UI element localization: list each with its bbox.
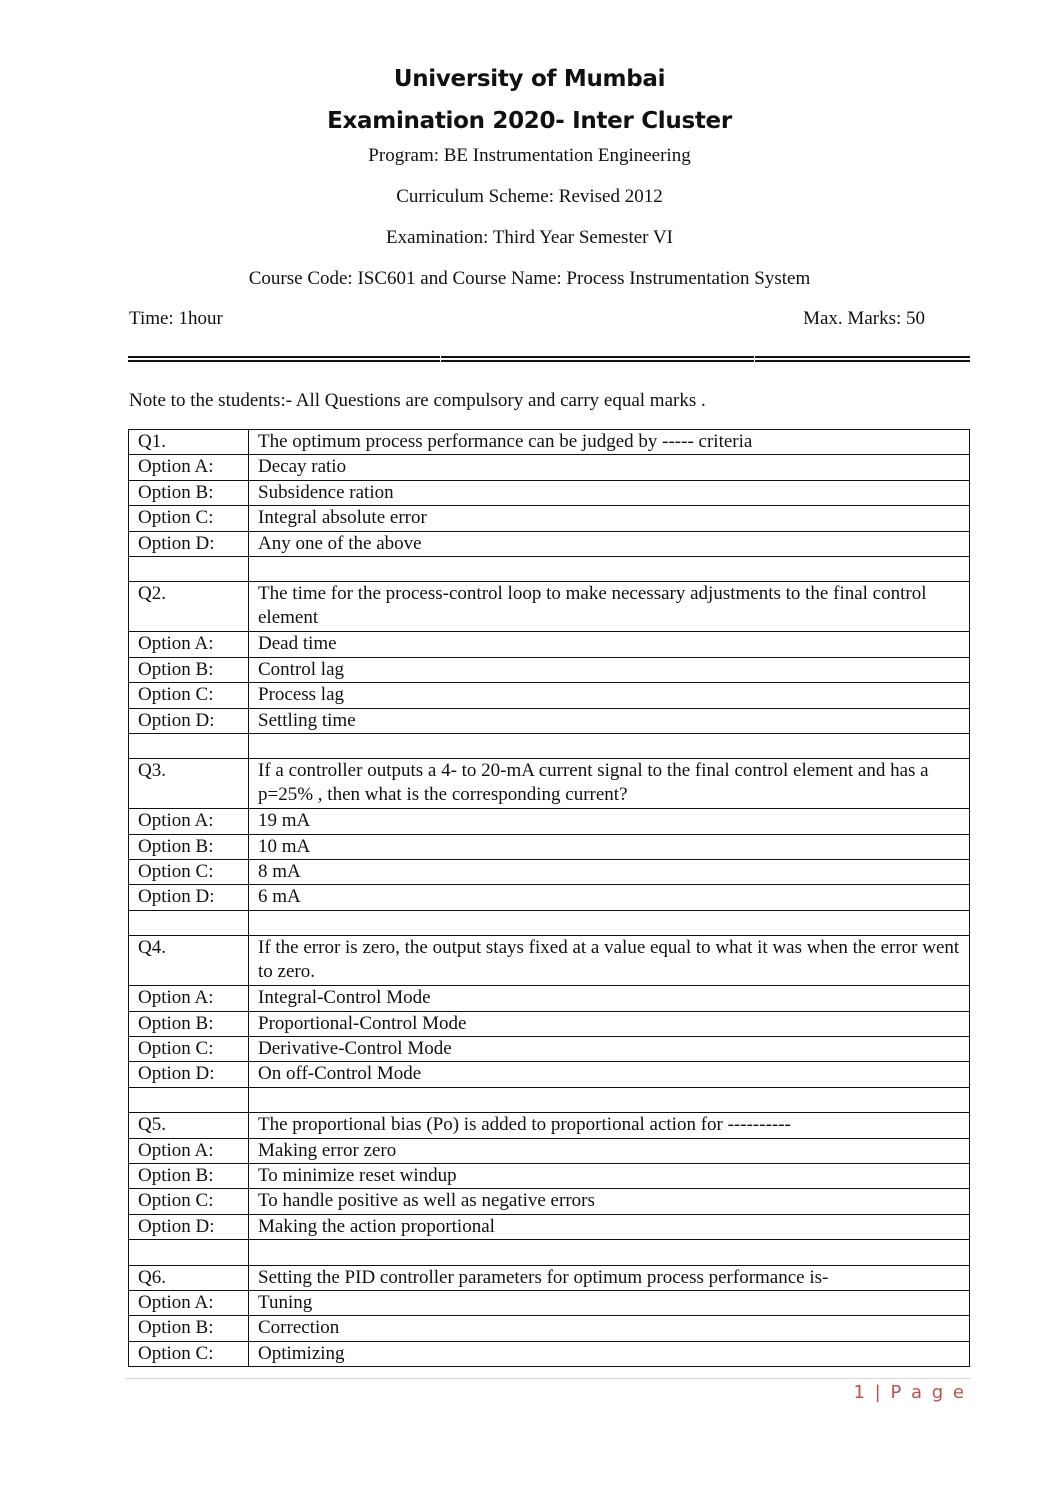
option-label: Option B: <box>129 1011 249 1036</box>
option-row <box>129 1163 970 1188</box>
double-rule-divider <box>128 356 970 362</box>
question-text: The time for the process-control loop to make necessary adjustments to the final control element <box>249 582 970 632</box>
option-row <box>129 531 970 556</box>
option-row <box>129 1062 970 1087</box>
option-text: Subsidence ration <box>249 480 970 505</box>
option-label <box>129 910 249 935</box>
spacer-row <box>129 556 970 581</box>
question-number: Q3. <box>129 759 249 809</box>
option-row <box>129 1341 970 1366</box>
question-number: Q4. <box>129 936 249 986</box>
option-label: Option D: <box>129 1214 249 1239</box>
option-text: Dead time <box>249 632 970 657</box>
option-label: Option C: <box>129 1341 249 1366</box>
option-text: To minimize reset windup <box>249 1163 970 1188</box>
option-row <box>129 1189 970 1214</box>
spacer-row <box>129 1240 970 1265</box>
option-label: Option A: <box>129 455 249 480</box>
option-label: Option C: <box>129 860 249 885</box>
spacer-row <box>129 1087 970 1112</box>
option-label: Option D: <box>129 708 249 733</box>
option-row <box>129 986 970 1011</box>
option-label <box>129 1240 249 1265</box>
question-row <box>129 582 970 632</box>
option-text: Derivative-Control Mode <box>249 1037 970 1062</box>
option-text: Optimizing <box>249 1341 970 1366</box>
option-text: Correction <box>249 1316 970 1341</box>
option-label: Option C: <box>129 1189 249 1214</box>
option-label: Option D: <box>129 1062 249 1087</box>
university-title: University of Mumbai <box>393 66 666 92</box>
option-label: Option C: <box>129 1037 249 1062</box>
option-row <box>129 1316 970 1341</box>
option-label: Option D: <box>129 885 249 910</box>
option-label: Option D: <box>129 531 249 556</box>
footer-divider <box>125 1378 971 1379</box>
question-row <box>129 1265 970 1290</box>
question-text: Setting the PID controller parameters for optimum process performance is- <box>249 1265 970 1290</box>
option-label: Option A: <box>129 632 249 657</box>
question-text: If the error is zero, the output stays fixed at a value equal to what it was when the error went to zero. <box>249 936 970 986</box>
option-row <box>129 885 970 910</box>
option-row <box>129 1290 970 1315</box>
option-label: Option B: <box>129 1316 249 1341</box>
option-row <box>129 1138 970 1163</box>
course-line: Course Code: ISC601 and Course Name: Process Instrumentation System <box>248 268 811 289</box>
option-label: Option B: <box>129 657 249 682</box>
question-text: The proportional bias (Po) is added to proportional action for ---------- <box>249 1113 970 1138</box>
option-text <box>249 1240 970 1265</box>
option-text: Integral-Control Mode <box>249 986 970 1011</box>
question-row <box>129 430 970 455</box>
option-text: Proportional-Control Mode <box>249 1011 970 1036</box>
option-text: Any one of the above <box>249 531 970 556</box>
option-text: Making error zero <box>249 1138 970 1163</box>
page-number: 1 | P a g e <box>853 1382 966 1403</box>
option-label: Option B: <box>129 834 249 859</box>
option-row <box>129 1011 970 1036</box>
option-text: Control lag <box>249 657 970 682</box>
option-label: Option A: <box>129 809 249 834</box>
option-row <box>129 632 970 657</box>
spacer-row <box>129 733 970 758</box>
option-label: Option A: <box>129 986 249 1011</box>
option-label: Option C: <box>129 683 249 708</box>
question-number: Q6. <box>129 1265 249 1290</box>
option-text <box>249 556 970 581</box>
option-row <box>129 1037 970 1062</box>
students-note: Note to the students:- All Questions are compulsory and carry equal marks . <box>129 390 706 411</box>
program-line: Program: BE Instrumentation Engineering <box>368 145 691 166</box>
option-row <box>129 506 970 531</box>
option-label <box>129 556 249 581</box>
option-text: On off-Control Mode <box>249 1062 970 1087</box>
option-text: Process lag <box>249 683 970 708</box>
option-text: 6 mA <box>249 885 970 910</box>
option-label: Option A: <box>129 1290 249 1315</box>
exam-title: Examination 2020- Inter Cluster <box>327 108 732 134</box>
option-text: 19 mA <box>249 809 970 834</box>
option-text: 8 mA <box>249 860 970 885</box>
option-row <box>129 657 970 682</box>
option-text <box>249 910 970 935</box>
option-text: Decay ratio <box>249 455 970 480</box>
question-row <box>129 759 970 809</box>
option-text <box>249 733 970 758</box>
option-row <box>129 480 970 505</box>
examination-line: Examination: Third Year Semester VI <box>386 227 673 248</box>
question-text: If a controller outputs a 4- to 20-mA current signal to the final control element and has a p=25% , then what is the corresponding current? <box>249 759 970 809</box>
max-marks-label: Max. Marks: 50 <box>803 308 925 329</box>
option-row <box>129 708 970 733</box>
option-text: Making the action proportional <box>249 1214 970 1239</box>
question-number: Q2. <box>129 582 249 632</box>
option-text: Integral absolute error <box>249 506 970 531</box>
question-number: Q1. <box>129 430 249 455</box>
option-row <box>129 455 970 480</box>
option-label: Option B: <box>129 480 249 505</box>
option-label: Option C: <box>129 506 249 531</box>
option-row <box>129 860 970 885</box>
question-row <box>129 936 970 986</box>
option-label: Option A: <box>129 1138 249 1163</box>
option-row <box>129 834 970 859</box>
option-text: Tuning <box>249 1290 970 1315</box>
time-label: Time: 1hour <box>129 308 223 329</box>
option-text: 10 mA <box>249 834 970 859</box>
question-text: The optimum process performance can be judged by ----- criteria <box>249 430 970 455</box>
scheme-line: Curriculum Scheme: Revised 2012 <box>396 186 663 207</box>
option-text: Settling time <box>249 708 970 733</box>
question-row <box>129 1113 970 1138</box>
option-text: To handle positive as well as negative errors <box>249 1189 970 1214</box>
option-text <box>249 1087 970 1112</box>
option-row <box>129 1214 970 1239</box>
option-label: Option B: <box>129 1163 249 1188</box>
question-table <box>128 429 970 1367</box>
option-row <box>129 683 970 708</box>
option-label <box>129 1087 249 1112</box>
option-row <box>129 809 970 834</box>
question-number: Q5. <box>129 1113 249 1138</box>
option-label <box>129 733 249 758</box>
spacer-row <box>129 910 970 935</box>
